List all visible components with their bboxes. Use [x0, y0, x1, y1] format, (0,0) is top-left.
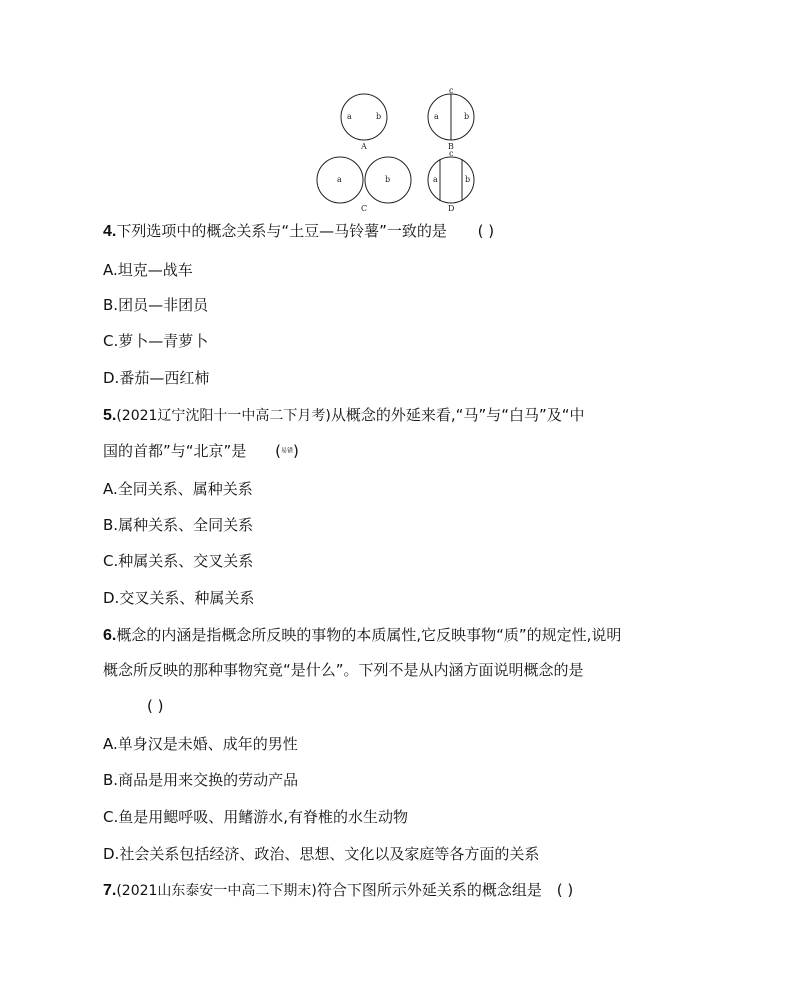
option-text: 团员—非团员	[118, 296, 209, 314]
option-letter: A.	[103, 735, 118, 753]
question-6-stem-line1	[103, 625, 621, 646]
question-5-stem-line2	[103, 441, 299, 462]
option-letter: A.	[103, 480, 118, 498]
question-4-text: 下列选项中的概念关系与“土豆—马铃薯”一致的是	[116, 222, 447, 240]
question-4-option-c	[103, 331, 208, 351]
caption-A: A	[361, 142, 367, 151]
option-letter: D.	[103, 845, 120, 863]
question-5-option-c	[103, 551, 253, 571]
question-7-stem	[103, 880, 573, 901]
label-a-B: a	[434, 112, 439, 121]
question-5-option-b	[103, 515, 253, 535]
caption-B: B	[448, 142, 454, 151]
option-text: 商品是用来交换的劳动产品	[118, 771, 299, 789]
option-text: 单身汉是未婚、成年的男性	[117, 735, 298, 753]
option-letter: C.	[103, 552, 119, 570]
option-letter: B.	[103, 516, 119, 534]
question-7-text: 符合下图所示外延关系的概念组是	[316, 881, 542, 899]
label-b-C: b	[385, 175, 391, 184]
question-7-source: (2021山东泰安一中高二下期末)	[116, 883, 317, 899]
question-5-paren-open: (	[275, 442, 281, 460]
concept-relation-diagram	[314, 86, 484, 216]
option-text: 全同关系、属种关系	[117, 480, 253, 498]
question-5-option-a	[103, 479, 253, 499]
option-letter: B.	[103, 771, 119, 789]
question-6-stem-line2	[103, 660, 584, 680]
label-a-D: a	[433, 175, 438, 184]
option-letter: B.	[103, 296, 119, 314]
caption-C: C	[361, 204, 368, 213]
question-5-paren-close: )	[292, 442, 299, 460]
caption-D: D	[448, 204, 455, 213]
option-text: 交叉关系、种属关系	[119, 589, 255, 607]
question-5-text-line2: 国的首都”与“北京”是	[103, 442, 247, 460]
option-letter: A.	[103, 261, 118, 279]
question-5-stem-line1	[103, 405, 585, 426]
label-b-B: b	[464, 112, 470, 121]
label-a-C: a	[337, 175, 342, 184]
question-5-text-line1: 从概念的外延来看,“马”与“白马”及“中	[330, 406, 585, 424]
question-6-answer-paren: ( )	[147, 697, 164, 715]
option-letter: D.	[103, 589, 120, 607]
option-text: 坦克—战车	[117, 261, 193, 279]
label-c-B: c	[449, 86, 454, 95]
question-6-option-a	[103, 734, 298, 754]
question-6-option-d	[103, 844, 539, 864]
question-6-option-c	[103, 807, 408, 827]
question-7-answer-paren: ( )	[556, 881, 574, 899]
label-c-D: c	[449, 149, 454, 158]
question-4-option-b	[103, 295, 208, 315]
option-text: 社会关系包括经济、政治、思想、文化以及家庭等各方面的关系	[119, 845, 540, 863]
option-letter: C.	[103, 808, 119, 826]
question-6-text-line2: 概念所反映的那种事物究竟“是什么”。下列不是从内涵方面说明概念的是	[103, 661, 584, 679]
question-4-stem	[103, 221, 494, 242]
option-text: 番茄—西红柿	[119, 369, 210, 387]
question-6-number: 6.	[103, 627, 117, 644]
question-4-number: 4.	[103, 223, 117, 240]
label-a-A: a	[347, 112, 352, 121]
question-5-source: (2021辽宁沈阳十一中高二下月考)	[116, 408, 331, 424]
option-letter: C.	[103, 332, 119, 350]
option-text: 种属关系、交叉关系	[118, 552, 254, 570]
question-6-text-line1: 概念的内涵是指概念所反映的事物的本质属性,它反映事物“质”的规定性,说明	[116, 626, 622, 644]
question-5-number: 5.	[103, 407, 117, 424]
question-5-error-prone-tag: 易错	[280, 447, 293, 455]
question-5-option-d	[103, 588, 254, 608]
question-4-option-d	[103, 368, 209, 388]
option-text: 属种关系、全同关系	[118, 516, 254, 534]
question-7-number: 7.	[103, 882, 117, 899]
option-text: 鱼是用鳃呼吸、用鳍游水,有脊椎的水生动物	[118, 808, 409, 826]
label-b-A: b	[376, 112, 382, 121]
question-4-answer-paren: ( )	[477, 222, 495, 240]
option-letter: D.	[103, 369, 120, 387]
diagram-svg	[314, 86, 484, 216]
question-6-option-b	[103, 770, 298, 790]
question-4-option-a	[103, 260, 193, 280]
label-b-D: b	[465, 175, 471, 184]
option-text: 萝卜—青萝卜	[118, 332, 209, 350]
